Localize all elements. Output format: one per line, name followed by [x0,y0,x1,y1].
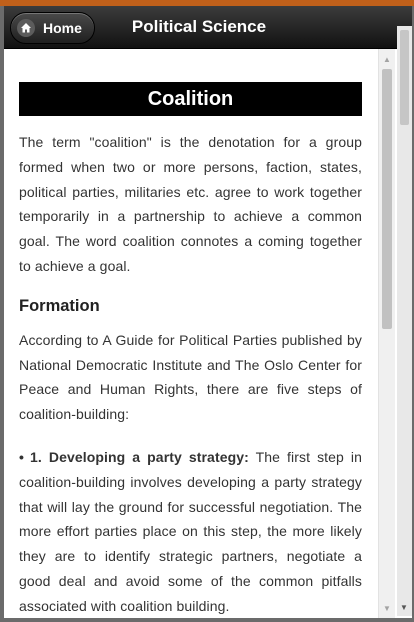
home-icon [17,19,35,37]
home-button[interactable] [10,12,95,44]
list-bullet: • [19,448,25,465]
scroll-up-arrow-icon[interactable]: ▲ [383,54,391,64]
article-title: Coalition [19,82,362,116]
list-item [19,445,362,618]
step-label: 1. Developing a party strategy: [30,448,249,465]
content-scrollbar[interactable] [378,49,395,618]
content-area[interactable] [4,49,378,618]
app-window [4,6,412,618]
page-title: Political Science [131,17,267,36]
window-scroll-thumb[interactable] [400,30,409,125]
header-bar [4,6,412,49]
scroll-thumb[interactable] [382,69,392,329]
window-scrollbar[interactable] [397,26,412,616]
step-text: The first step in coalition-building involves developing a party strategy that will lay the ground for successful negotiation. The more effort parties place on this step, the more likely they are to identify strategic partners, negotiate a good deal and avoid some of the common pitfalls associated with coalition building. [19,448,362,614]
home-button-label: Home [43,20,82,36]
section-heading-formation: Formation [19,296,100,315]
article [4,49,378,618]
window-scroll-down-icon[interactable]: ▼ [400,603,408,612]
intro-paragraph: The term "coalition" is the denotation for a group formed when two or more persons, faction, states, political parties, militaries etc. agree to work together temporarily in a partnership to achieve a common goal. The word coalition connotes a coming together to achieve a goal. [19,134,362,274]
steps-list [19,445,362,618]
scroll-down-arrow-icon[interactable]: ▼ [383,603,391,613]
formation-paragraph: According to A Guide for Political Parties published by National Democratic Institute and The Oslo Center for Peace and Human Rights, there are five steps of coalition-building: [19,331,362,423]
